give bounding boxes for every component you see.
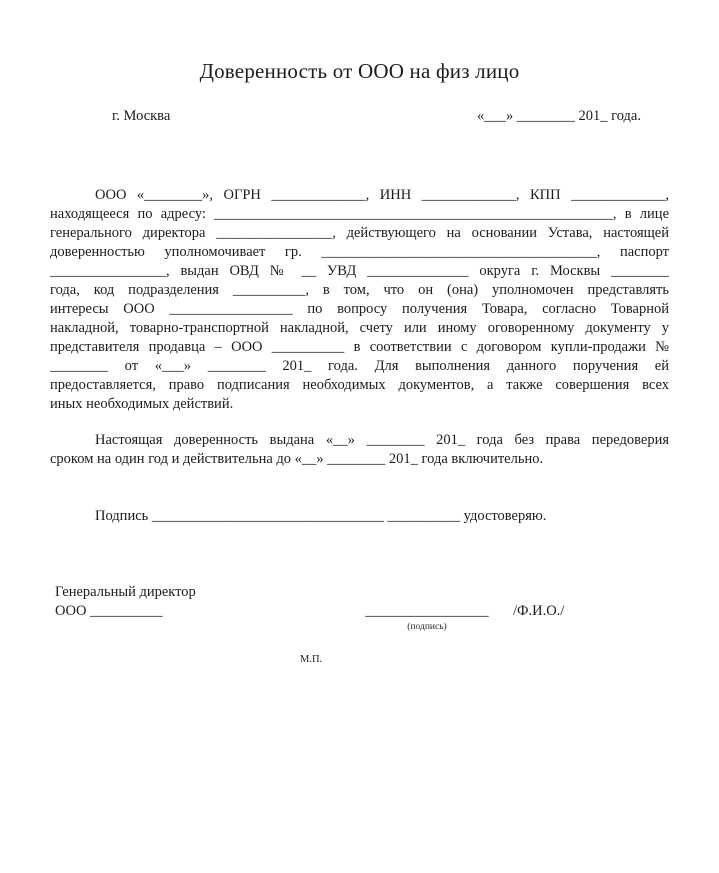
footer-block xyxy=(50,583,669,635)
signature-caption: (подпись) xyxy=(407,622,447,632)
main-paragraph xyxy=(50,186,669,414)
document-title: Доверенность от ООО на физ лицо xyxy=(199,59,520,83)
director-block xyxy=(55,583,196,621)
paragraph-line: иных необходимых действий. xyxy=(50,396,234,412)
city-label: г. Москва xyxy=(112,108,171,124)
paragraph-line: находящееся по адресу: _______________________________________________________, в лице xyxy=(50,206,669,222)
paragraph-line: ООО «________», ОГРН _____________, ИНН _____________, КПП _____________, xyxy=(95,187,669,203)
paragraph-line: года, код подразделения __________, в том, что он (она) уполномочен представлять xyxy=(50,282,669,298)
director-title: Генеральный директор xyxy=(55,584,196,600)
paragraph-line: генерального директора ________________, действующего на основании Устава, настоящей xyxy=(50,225,669,241)
signature-blank-field: _________________ xyxy=(365,603,489,619)
paragraph-line: доверенностью уполномочивает гр. ______________________________________, паспорт xyxy=(50,244,669,260)
paragraph-line: предоставляется, право подписания необходимых документов, а также совершения всех xyxy=(50,377,669,393)
paragraph-line: ________________, выдан ОВД № __ УВД ______________ округа г. Москвы ________ xyxy=(50,263,669,279)
paragraph-line: представителя продавца – ООО __________ в соответствии с договором купли-продажи № xyxy=(50,339,669,355)
signature-area xyxy=(362,602,492,634)
dateline xyxy=(50,107,669,126)
paragraph-line: сроком на один год и действительна до «__» ________ 201_ года включительно. xyxy=(50,451,544,467)
company-name-line: ООО __________ xyxy=(55,603,163,619)
signature-certify-line: Подпись ________________________________ __________ удостоверяю. xyxy=(95,508,547,524)
date-blank-field: «___» ________ 201_ года. xyxy=(477,108,641,124)
paragraph-line: накладной, товарно-транспортной накладной, счету или иному оговоренному документу у xyxy=(50,320,669,336)
paragraph-line: Настоящая доверенность выдана «__» ________ 201_ года без права передоверия xyxy=(95,432,669,448)
validity-paragraph xyxy=(50,431,669,469)
paragraph-line: ________ от «___» ________ 201_ года. Для выполнения данного поручения ей xyxy=(50,358,669,374)
fio-label: /Ф.И.О./ xyxy=(513,603,565,619)
stamp-mark: М.П. xyxy=(300,654,323,665)
paragraph-line: интересы ООО _________________ по вопросу получения Товара, согласно Товарной xyxy=(50,301,669,317)
